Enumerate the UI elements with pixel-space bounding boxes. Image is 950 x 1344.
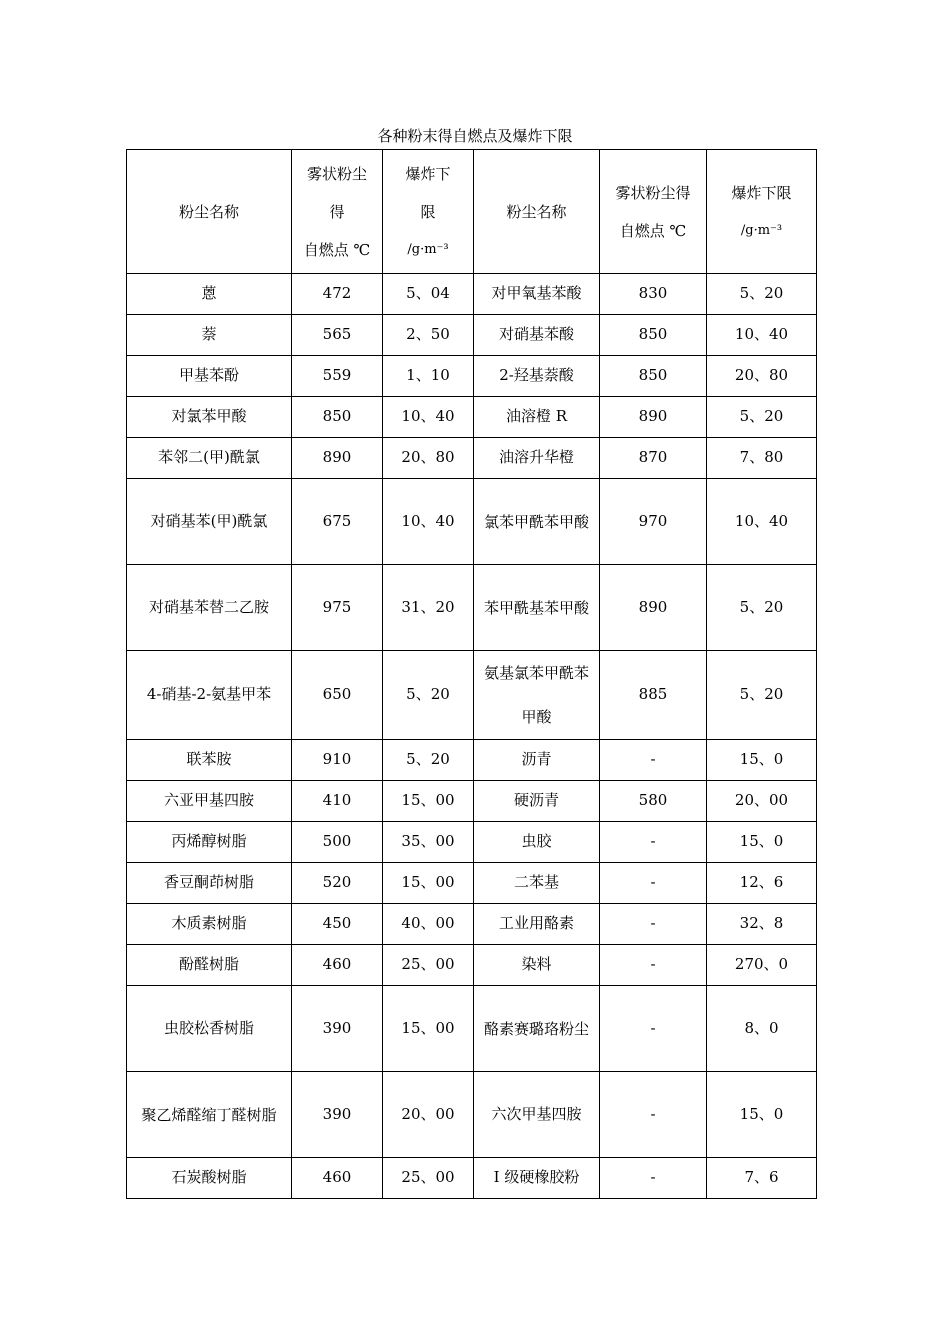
cell-lel-2: 5、20 (707, 565, 817, 651)
cell-lel-1: 10、40 (383, 479, 474, 565)
page-title: 各种粉末得自燃点及爆炸下限 (377, 127, 573, 145)
cell-lel-1: 5、04 (383, 274, 474, 315)
cell-name-1: 对氯苯甲酸 (127, 397, 292, 438)
cell-ignition-1: 450 (292, 904, 383, 945)
cell-name-1: 甲基苯酚 (127, 356, 292, 397)
table-row (127, 781, 817, 822)
cell-name-1: 对硝基苯(甲)酰氯 (127, 479, 292, 565)
cell-lel-2: 270、0 (707, 945, 817, 986)
cell-name-1: 香豆酮茚树脂 (127, 863, 292, 904)
cell-name-2: 虫胶 (474, 822, 600, 863)
cell-lel-2: 15、0 (707, 740, 817, 781)
cell-name-2: 对甲氧基苯酸 (474, 274, 600, 315)
cell-name-1: 虫胶松香树脂 (127, 986, 292, 1072)
data-table (126, 149, 817, 1199)
cell-ignition-2: - (600, 1072, 707, 1158)
cell-lel-1: 20、80 (383, 438, 474, 479)
cell-name-2: 沥青 (474, 740, 600, 781)
cell-ignition-1: 910 (292, 740, 383, 781)
cell-name-2: 六次甲基四胺 (474, 1072, 600, 1158)
table-row (127, 986, 817, 1072)
cell-name-1: 木质素树脂 (127, 904, 292, 945)
cell-ignition-2: - (600, 904, 707, 945)
cell-lel-2: 20、00 (707, 781, 817, 822)
cell-ignition-1: 500 (292, 822, 383, 863)
cell-name-2: 油溶升华橙 (474, 438, 600, 479)
cell-name-1: 酚醛树脂 (127, 945, 292, 986)
cell-ignition-2: 580 (600, 781, 707, 822)
table-row (127, 1158, 817, 1199)
table-row (127, 945, 817, 986)
cell-lel-1: 5、20 (383, 740, 474, 781)
cell-lel-1: 25、00 (383, 1158, 474, 1199)
cell-ignition-1: 410 (292, 781, 383, 822)
cell-name-1: 聚乙烯醛缩丁醛树脂 (127, 1072, 292, 1158)
table-row (127, 651, 817, 740)
cell-lel-2: 15、0 (707, 1072, 817, 1158)
table-row (127, 315, 817, 356)
cell-name-2: 氨基氯苯甲酰苯甲酸 (474, 651, 600, 740)
cell-lel-2: 10、40 (707, 479, 817, 565)
cell-lel-2: 8、0 (707, 986, 817, 1072)
cell-name-2: 油溶橙 R (474, 397, 600, 438)
cell-name-2: 2-羟基萘酸 (474, 356, 600, 397)
cell-name-2: 对硝基苯酸 (474, 315, 600, 356)
cell-name-2: 硬沥青 (474, 781, 600, 822)
cell-ignition-2: 970 (600, 479, 707, 565)
cell-lel-1: 20、00 (383, 1072, 474, 1158)
table-row (127, 863, 817, 904)
cell-ignition-2: 885 (600, 651, 707, 740)
cell-ignition-1: 675 (292, 479, 383, 565)
cell-ignition-1: 650 (292, 651, 383, 740)
table-row (127, 1072, 817, 1158)
cell-lel-1: 2、50 (383, 315, 474, 356)
cell-ignition-1: 460 (292, 1158, 383, 1199)
cell-name-2: 工业用酪素 (474, 904, 600, 945)
cell-lel-1: 15、00 (383, 863, 474, 904)
cell-ignition-2: 830 (600, 274, 707, 315)
cell-ignition-2: - (600, 1158, 707, 1199)
cell-name-1: 4-硝基-2-氨基甲苯 (127, 651, 292, 740)
cell-name-2: 酪素赛璐珞粉尘 (474, 986, 600, 1072)
cell-lel-2: 15、0 (707, 822, 817, 863)
cell-lel-1: 10、40 (383, 397, 474, 438)
table-row (127, 397, 817, 438)
cell-lel-1: 1、10 (383, 356, 474, 397)
table-row (127, 904, 817, 945)
cell-ignition-2: - (600, 945, 707, 986)
cell-name-1: 苯邻二(甲)酰氯 (127, 438, 292, 479)
cell-lel-1: 15、00 (383, 986, 474, 1072)
table-row (127, 822, 817, 863)
table-row (127, 356, 817, 397)
cell-ignition-1: 850 (292, 397, 383, 438)
cell-lel-1: 25、00 (383, 945, 474, 986)
cell-name-2: 染料 (474, 945, 600, 986)
cell-lel-2: 12、6 (707, 863, 817, 904)
header-name-2: 粉尘名称 (474, 150, 600, 274)
header-ignition-2: 雾状粉尘得 自燃点 ℃ (600, 150, 707, 274)
cell-name-2: 二苯基 (474, 863, 600, 904)
cell-ignition-2: 870 (600, 438, 707, 479)
cell-name-2: 苯甲酰基苯甲酸 (474, 565, 600, 651)
cell-lel-2: 5、20 (707, 651, 817, 740)
table-row (127, 740, 817, 781)
cell-ignition-2: - (600, 822, 707, 863)
cell-ignition-1: 559 (292, 356, 383, 397)
cell-name-2: 氯苯甲酰苯甲酸 (474, 479, 600, 565)
cell-ignition-2: - (600, 863, 707, 904)
cell-ignition-1: 390 (292, 1072, 383, 1158)
cell-lel-1: 35、00 (383, 822, 474, 863)
table-row (127, 274, 817, 315)
cell-name-1: 对硝基苯替二乙胺 (127, 565, 292, 651)
cell-ignition-2: 890 (600, 565, 707, 651)
cell-ignition-2: - (600, 986, 707, 1072)
table-row (127, 438, 817, 479)
cell-ignition-1: 390 (292, 986, 383, 1072)
cell-lel-2: 10、40 (707, 315, 817, 356)
cell-lel-2: 20、80 (707, 356, 817, 397)
cell-name-1: 萘 (127, 315, 292, 356)
table-body (127, 274, 817, 1199)
cell-name-1: 蒽 (127, 274, 292, 315)
cell-lel-2: 32、8 (707, 904, 817, 945)
table-row (127, 565, 817, 651)
header-row (127, 150, 817, 274)
cell-ignition-2: 850 (600, 356, 707, 397)
cell-ignition-1: 520 (292, 863, 383, 904)
cell-ignition-1: 565 (292, 315, 383, 356)
cell-ignition-2: 890 (600, 397, 707, 438)
cell-name-2: Ⅰ 级硬橡胶粉 (474, 1158, 600, 1199)
header-lel-2: 爆炸下限 /g·m⁻³ (707, 150, 817, 274)
cell-lel-1: 40、00 (383, 904, 474, 945)
cell-lel-2: 5、20 (707, 274, 817, 315)
header-ignition-1: 雾状粉尘 得 自燃点 ℃ (292, 150, 383, 274)
cell-ignition-1: 472 (292, 274, 383, 315)
cell-ignition-1: 975 (292, 565, 383, 651)
cell-ignition-2: 850 (600, 315, 707, 356)
table-row (127, 479, 817, 565)
cell-lel-1: 31、20 (383, 565, 474, 651)
cell-lel-1: 5、20 (383, 651, 474, 740)
cell-lel-2: 7、6 (707, 1158, 817, 1199)
header-lel-1: 爆炸下 限 /g·m⁻³ (383, 150, 474, 274)
cell-lel-1: 15、00 (383, 781, 474, 822)
cell-name-1: 六亚甲基四胺 (127, 781, 292, 822)
cell-name-1: 联苯胺 (127, 740, 292, 781)
cell-name-1: 石炭酸树脂 (127, 1158, 292, 1199)
cell-ignition-1: 890 (292, 438, 383, 479)
cell-name-1: 丙烯醇树脂 (127, 822, 292, 863)
cell-lel-2: 5、20 (707, 397, 817, 438)
cell-lel-2: 7、80 (707, 438, 817, 479)
header-name-1: 粉尘名称 (127, 150, 292, 274)
cell-ignition-1: 460 (292, 945, 383, 986)
cell-ignition-2: - (600, 740, 707, 781)
